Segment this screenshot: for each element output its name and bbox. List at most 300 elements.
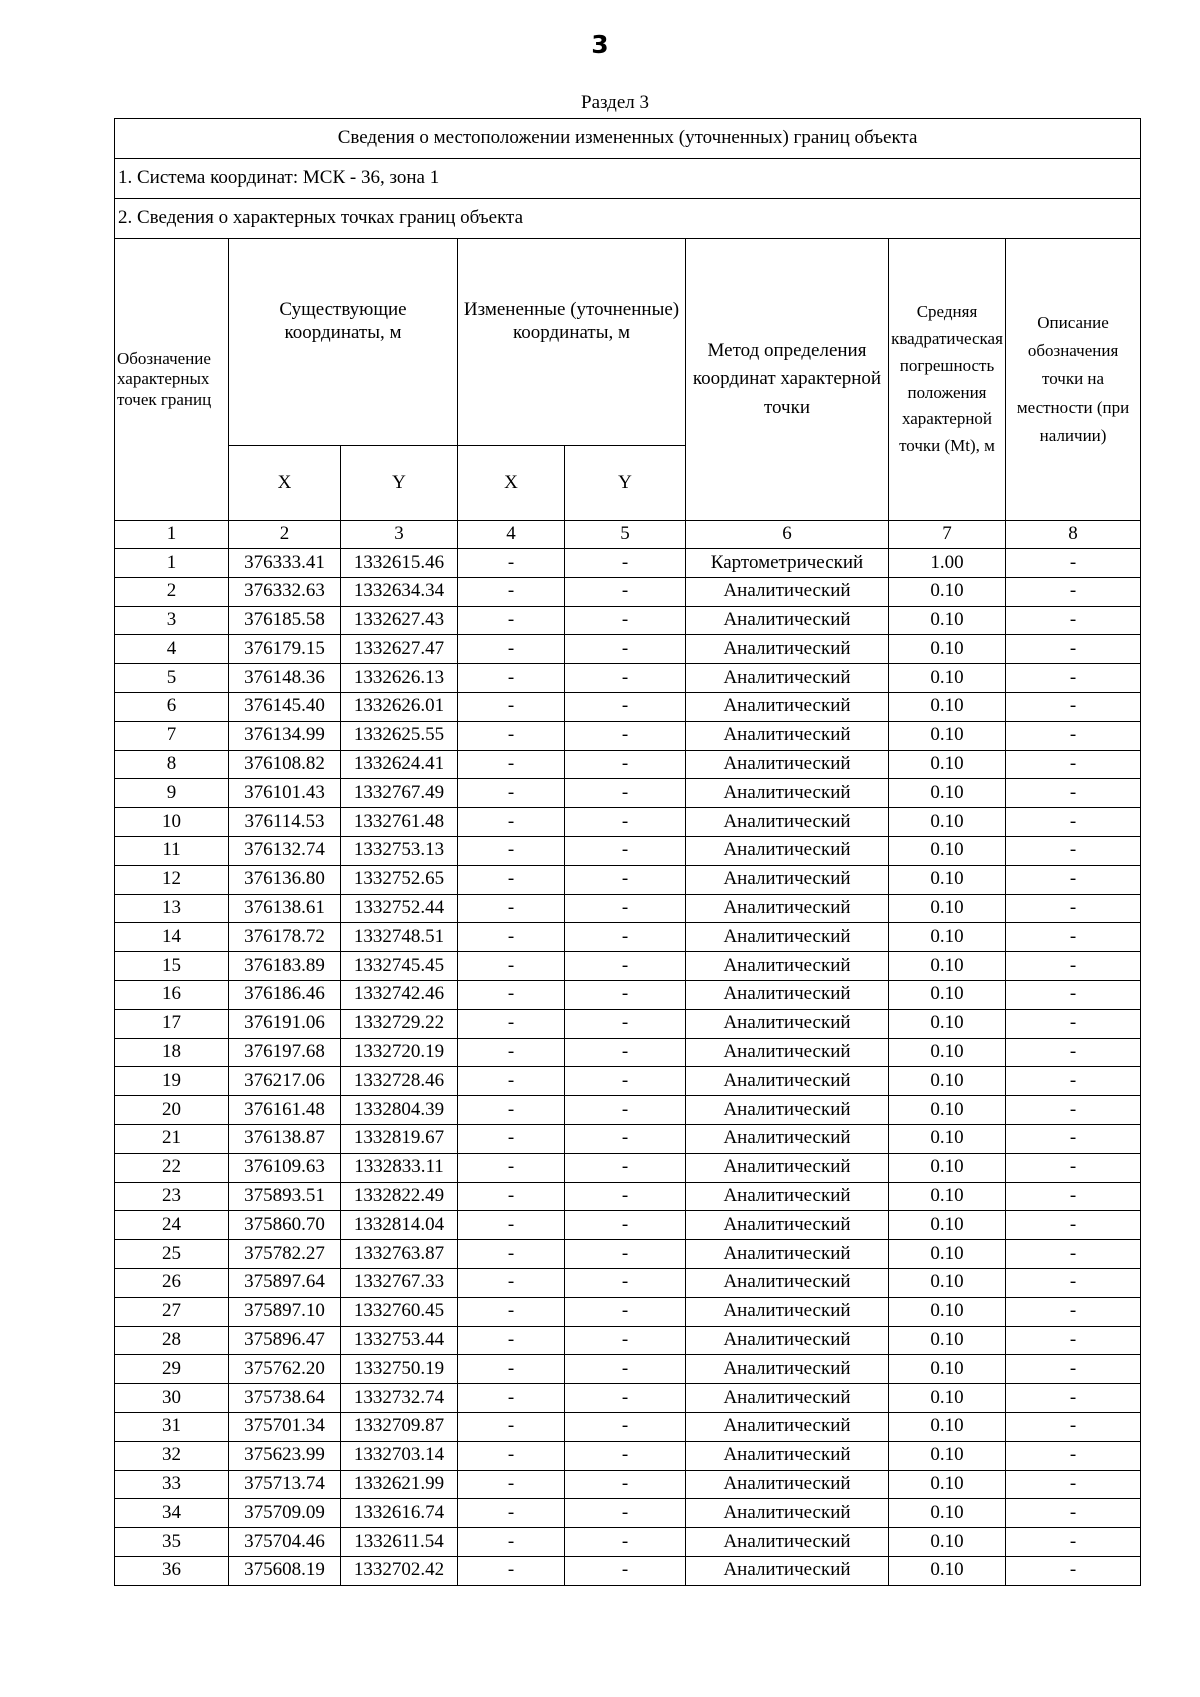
description-cell: - — [1006, 894, 1141, 923]
point-id-cell: 1 — [115, 549, 229, 578]
existing-y-cell: 1332804.39 — [341, 1096, 458, 1125]
changed-x-cell: - — [458, 606, 565, 635]
point-id-cell: 25 — [115, 1240, 229, 1269]
existing-x-cell: 375893.51 — [229, 1182, 341, 1211]
table-row — [115, 664, 1141, 693]
point-id-cell: 13 — [115, 894, 229, 923]
point-id-cell: 30 — [115, 1384, 229, 1413]
point-id-cell: 31 — [115, 1412, 229, 1441]
method-cell: Аналитический — [686, 923, 889, 952]
method-cell: Аналитический — [686, 1067, 889, 1096]
method-cell: Аналитический — [686, 635, 889, 664]
table-row — [115, 1412, 1141, 1441]
method-cell: Аналитический — [686, 1412, 889, 1441]
description-cell: - — [1006, 577, 1141, 606]
existing-x-cell: 376186.46 — [229, 980, 341, 1009]
method-cell: Аналитический — [686, 952, 889, 981]
table-row — [115, 1067, 1141, 1096]
changed-y-cell: - — [565, 1412, 686, 1441]
existing-y-cell: 1332753.13 — [341, 836, 458, 865]
table-row — [115, 1556, 1141, 1585]
mt-cell: 0.10 — [889, 923, 1006, 952]
table-row — [115, 549, 1141, 578]
point-id-cell: 18 — [115, 1038, 229, 1067]
existing-y-cell: 1332709.87 — [341, 1412, 458, 1441]
header-method-label: Метод определения координат характерной точки — [692, 339, 882, 418]
table-row — [115, 1441, 1141, 1470]
existing-y-cell: 1332729.22 — [341, 1009, 458, 1038]
point-id-cell: 3 — [115, 606, 229, 635]
table-row — [115, 692, 1141, 721]
table-row — [115, 1153, 1141, 1182]
changed-y-cell: - — [565, 692, 686, 721]
method-cell: Аналитический — [686, 779, 889, 808]
description-cell: - — [1006, 1499, 1141, 1528]
point-id-cell: 15 — [115, 952, 229, 981]
coord-system: 1. Система координат: МСК - 36, зона 1 — [115, 159, 1141, 199]
method-cell: Аналитический — [686, 1556, 889, 1585]
point-id-cell: 26 — [115, 1268, 229, 1297]
description-cell: - — [1006, 1038, 1141, 1067]
changed-x-cell: - — [458, 779, 565, 808]
mt-cell: 0.10 — [889, 1326, 1006, 1355]
changed-x-cell: - — [458, 1470, 565, 1499]
existing-y-cell: 1332626.13 — [341, 664, 458, 693]
changed-x-cell: - — [458, 980, 565, 1009]
description-cell: - — [1006, 1182, 1141, 1211]
method-cell: Картометрический — [686, 549, 889, 578]
method-cell: Аналитический — [686, 721, 889, 750]
existing-x-cell: 376333.41 — [229, 549, 341, 578]
existing-y-cell: 1332833.11 — [341, 1153, 458, 1182]
mt-cell: 0.10 — [889, 1268, 1006, 1297]
existing-y-cell: 1332728.46 — [341, 1067, 458, 1096]
existing-y-cell: 1332745.45 — [341, 952, 458, 981]
changed-x-cell: - — [458, 808, 565, 837]
existing-x-cell: 375860.70 — [229, 1211, 341, 1240]
existing-y-cell: 1332621.99 — [341, 1470, 458, 1499]
page-number: 3 — [591, 30, 609, 59]
table-row — [115, 1124, 1141, 1153]
changed-x-cell: - — [458, 836, 565, 865]
mt-cell: 0.10 — [889, 1067, 1006, 1096]
boundary-points-table — [114, 118, 1141, 1586]
changed-y-cell: - — [565, 865, 686, 894]
existing-x-cell: 376138.87 — [229, 1124, 341, 1153]
method-cell: Аналитический — [686, 1240, 889, 1269]
existing-x-cell: 376161.48 — [229, 1096, 341, 1125]
existing-y-cell: 1332752.65 — [341, 865, 458, 894]
method-cell: Аналитический — [686, 1499, 889, 1528]
existing-x-cell: 375738.64 — [229, 1384, 341, 1413]
description-cell: - — [1006, 1067, 1141, 1096]
existing-x-cell: 375897.10 — [229, 1297, 341, 1326]
header-existing-y: Y — [341, 446, 458, 521]
table-row — [115, 1182, 1141, 1211]
mt-cell: 0.10 — [889, 635, 1006, 664]
existing-y-cell: 1332742.46 — [341, 980, 458, 1009]
changed-x-cell: - — [458, 1556, 565, 1585]
table-row — [115, 923, 1141, 952]
table-row — [115, 952, 1141, 981]
mt-cell: 0.10 — [889, 750, 1006, 779]
changed-x-cell: - — [458, 721, 565, 750]
existing-x-cell: 376217.06 — [229, 1067, 341, 1096]
table-row — [115, 635, 1141, 664]
header-mt-label: Средняя квадратическая погрешность положения характерной точки (Mt), м — [891, 301, 1003, 456]
description-cell: - — [1006, 606, 1141, 635]
mt-cell: 0.10 — [889, 1096, 1006, 1125]
mt-cell: 0.10 — [889, 894, 1006, 923]
header-description — [1006, 239, 1141, 521]
existing-y-cell: 1332819.67 — [341, 1124, 458, 1153]
existing-x-cell: 376179.15 — [229, 635, 341, 664]
existing-x-cell: 376332.63 — [229, 577, 341, 606]
mt-cell: 0.10 — [889, 980, 1006, 1009]
description-cell: - — [1006, 1355, 1141, 1384]
changed-y-cell: - — [565, 635, 686, 664]
existing-x-cell: 376136.80 — [229, 865, 341, 894]
point-id-cell: 20 — [115, 1096, 229, 1125]
existing-y-cell: 1332822.49 — [341, 1182, 458, 1211]
existing-x-cell: 375762.20 — [229, 1355, 341, 1384]
mt-cell: 0.10 — [889, 865, 1006, 894]
description-cell: - — [1006, 1326, 1141, 1355]
header-method — [686, 239, 889, 521]
header-changed-y: Y — [565, 446, 686, 521]
point-id-cell: 4 — [115, 635, 229, 664]
method-cell: Аналитический — [686, 808, 889, 837]
table-row — [115, 1470, 1141, 1499]
header-changed-label: Измененные (уточненные) координаты, м — [463, 299, 680, 343]
changed-x-cell: - — [458, 1355, 565, 1384]
changed-x-cell: - — [458, 692, 565, 721]
changed-x-cell: - — [458, 1009, 565, 1038]
table-row — [115, 1268, 1141, 1297]
table-row — [115, 1240, 1141, 1269]
mt-cell: 0.10 — [889, 1211, 1006, 1240]
changed-y-cell: - — [565, 952, 686, 981]
changed-y-cell: - — [565, 1182, 686, 1211]
existing-y-cell: 1332615.46 — [341, 549, 458, 578]
existing-y-cell: 1332624.41 — [341, 750, 458, 779]
changed-y-cell: - — [565, 894, 686, 923]
mt-cell: 0.10 — [889, 1441, 1006, 1470]
mt-cell: 0.10 — [889, 1182, 1006, 1211]
changed-y-cell: - — [565, 923, 686, 952]
changed-x-cell: - — [458, 952, 565, 981]
existing-x-cell: 376178.72 — [229, 923, 341, 952]
method-cell: Аналитический — [686, 1153, 889, 1182]
column-number: 8 — [1006, 521, 1141, 549]
changed-x-cell: - — [458, 1528, 565, 1557]
existing-y-cell: 1332767.49 — [341, 779, 458, 808]
column-number: 4 — [458, 521, 565, 549]
description-cell: - — [1006, 1556, 1141, 1585]
point-id-cell: 5 — [115, 664, 229, 693]
column-number: 6 — [686, 521, 889, 549]
point-id-cell: 19 — [115, 1067, 229, 1096]
point-id-cell: 24 — [115, 1211, 229, 1240]
mt-cell: 0.10 — [889, 721, 1006, 750]
existing-y-cell: 1332627.47 — [341, 635, 458, 664]
table-row — [115, 836, 1141, 865]
existing-y-cell: 1332616.74 — [341, 1499, 458, 1528]
changed-y-cell: - — [565, 779, 686, 808]
changed-y-cell: - — [565, 577, 686, 606]
column-number: 2 — [229, 521, 341, 549]
description-cell: - — [1006, 549, 1141, 578]
mt-cell: 0.10 — [889, 1240, 1006, 1269]
changed-x-cell: - — [458, 635, 565, 664]
description-cell: - — [1006, 779, 1141, 808]
changed-x-cell: - — [458, 1326, 565, 1355]
description-cell: - — [1006, 1124, 1141, 1153]
existing-y-cell: 1332611.54 — [341, 1528, 458, 1557]
table-row — [115, 1499, 1141, 1528]
description-cell: - — [1006, 865, 1141, 894]
mt-cell: 0.10 — [889, 1124, 1006, 1153]
header-existing-label: Существующие координаты, м — [279, 299, 407, 343]
description-cell: - — [1006, 923, 1141, 952]
method-cell: Аналитический — [686, 577, 889, 606]
changed-y-cell: - — [565, 1556, 686, 1585]
mt-cell: 0.10 — [889, 1470, 1006, 1499]
description-cell: - — [1006, 1297, 1141, 1326]
table-row — [115, 606, 1141, 635]
mt-cell: 0.10 — [889, 952, 1006, 981]
changed-y-cell: - — [565, 1355, 686, 1384]
existing-x-cell: 376185.58 — [229, 606, 341, 635]
header-existing — [229, 239, 458, 446]
changed-y-cell: - — [565, 1240, 686, 1269]
existing-x-cell: 375623.99 — [229, 1441, 341, 1470]
existing-x-cell: 376148.36 — [229, 664, 341, 693]
column-number: 7 — [889, 521, 1006, 549]
description-cell: - — [1006, 1470, 1141, 1499]
point-id-cell: 28 — [115, 1326, 229, 1355]
header-existing-x: X — [229, 446, 341, 521]
mt-cell: 0.10 — [889, 1499, 1006, 1528]
description-cell: - — [1006, 1412, 1141, 1441]
point-id-cell: 33 — [115, 1470, 229, 1499]
method-cell: Аналитический — [686, 1528, 889, 1557]
method-cell: Аналитический — [686, 836, 889, 865]
existing-y-cell: 1332720.19 — [341, 1038, 458, 1067]
table-row — [115, 1297, 1141, 1326]
description-cell: - — [1006, 1441, 1141, 1470]
description-cell: - — [1006, 1528, 1141, 1557]
method-cell: Аналитический — [686, 1096, 889, 1125]
existing-x-cell: 376191.06 — [229, 1009, 341, 1038]
mt-cell: 0.10 — [889, 808, 1006, 837]
existing-y-cell: 1332627.43 — [341, 606, 458, 635]
method-cell: Аналитический — [686, 1038, 889, 1067]
description-cell: - — [1006, 750, 1141, 779]
table-row — [115, 865, 1141, 894]
existing-y-cell: 1332763.87 — [341, 1240, 458, 1269]
existing-x-cell: 376109.63 — [229, 1153, 341, 1182]
description-cell: - — [1006, 836, 1141, 865]
mt-cell: 0.10 — [889, 779, 1006, 808]
changed-x-cell: - — [458, 1268, 565, 1297]
changed-y-cell: - — [565, 549, 686, 578]
table-title: Сведения о местоположении измененных (уточненных) границ объекта — [115, 119, 1141, 159]
table-row — [115, 980, 1141, 1009]
existing-x-cell: 376183.89 — [229, 952, 341, 981]
header-mt — [889, 239, 1006, 521]
point-id-cell: 10 — [115, 808, 229, 837]
method-cell: Аналитический — [686, 1441, 889, 1470]
point-id-cell: 16 — [115, 980, 229, 1009]
mt-cell: 0.10 — [889, 1038, 1006, 1067]
method-cell: Аналитический — [686, 664, 889, 693]
changed-y-cell: - — [565, 1326, 686, 1355]
table-row — [115, 894, 1141, 923]
table-row — [115, 721, 1141, 750]
changed-y-cell: - — [565, 1297, 686, 1326]
header-changed-x: X — [458, 446, 565, 521]
changed-x-cell: - — [458, 1153, 565, 1182]
method-cell: Аналитический — [686, 980, 889, 1009]
point-id-cell: 29 — [115, 1355, 229, 1384]
description-cell: - — [1006, 1384, 1141, 1413]
mt-cell: 0.10 — [889, 606, 1006, 635]
method-cell: Аналитический — [686, 865, 889, 894]
point-id-cell: 27 — [115, 1297, 229, 1326]
mt-cell: 1.00 — [889, 549, 1006, 578]
changed-x-cell: - — [458, 549, 565, 578]
point-id-cell: 21 — [115, 1124, 229, 1153]
description-cell: - — [1006, 808, 1141, 837]
existing-x-cell: 375608.19 — [229, 1556, 341, 1585]
point-id-cell: 17 — [115, 1009, 229, 1038]
point-id-cell: 34 — [115, 1499, 229, 1528]
changed-x-cell: - — [458, 1297, 565, 1326]
description-cell: - — [1006, 635, 1141, 664]
method-cell: Аналитический — [686, 1470, 889, 1499]
changed-x-cell: - — [458, 1499, 565, 1528]
mt-cell: 0.10 — [889, 1297, 1006, 1326]
changed-x-cell: - — [458, 1124, 565, 1153]
method-cell: Аналитический — [686, 1268, 889, 1297]
existing-y-cell: 1332814.04 — [341, 1211, 458, 1240]
points-header: 2. Сведения о характерных точках границ объекта — [115, 199, 1141, 239]
mt-cell: 0.10 — [889, 664, 1006, 693]
changed-x-cell: - — [458, 865, 565, 894]
changed-x-cell: - — [458, 1211, 565, 1240]
changed-y-cell: - — [565, 1470, 686, 1499]
existing-y-cell: 1332702.42 — [341, 1556, 458, 1585]
mt-cell: 0.10 — [889, 1355, 1006, 1384]
existing-x-cell: 376134.99 — [229, 721, 341, 750]
table-row — [115, 808, 1141, 837]
table-row — [115, 1384, 1141, 1413]
table-row — [115, 750, 1141, 779]
method-cell: Аналитический — [686, 1182, 889, 1211]
method-cell: Аналитический — [686, 692, 889, 721]
existing-x-cell: 375897.64 — [229, 1268, 341, 1297]
changed-y-cell: - — [565, 1096, 686, 1125]
existing-y-cell: 1332625.55 — [341, 721, 458, 750]
changed-y-cell: - — [565, 1441, 686, 1470]
column-number: 1 — [115, 521, 229, 549]
mt-cell: 0.10 — [889, 692, 1006, 721]
changed-x-cell: - — [458, 894, 565, 923]
method-cell: Аналитический — [686, 1124, 889, 1153]
point-id-cell: 12 — [115, 865, 229, 894]
mt-cell: 0.10 — [889, 577, 1006, 606]
changed-y-cell: - — [565, 606, 686, 635]
changed-x-cell: - — [458, 1240, 565, 1269]
changed-y-cell: - — [565, 1067, 686, 1096]
mt-cell: 0.10 — [889, 1384, 1006, 1413]
description-cell: - — [1006, 1268, 1141, 1297]
description-cell: - — [1006, 692, 1141, 721]
existing-x-cell: 376197.68 — [229, 1038, 341, 1067]
point-id-cell: 22 — [115, 1153, 229, 1182]
description-cell: - — [1006, 1211, 1141, 1240]
header-changed — [458, 239, 686, 446]
existing-y-cell: 1332752.44 — [341, 894, 458, 923]
changed-x-cell: - — [458, 1096, 565, 1125]
existing-y-cell: 1332748.51 — [341, 923, 458, 952]
changed-y-cell: - — [565, 1268, 686, 1297]
changed-y-cell: - — [565, 808, 686, 837]
section-title: Раздел 3 — [581, 92, 649, 113]
existing-y-cell: 1332634.34 — [341, 577, 458, 606]
table-row — [115, 1528, 1141, 1557]
description-cell: - — [1006, 1096, 1141, 1125]
method-cell: Аналитический — [686, 1355, 889, 1384]
existing-x-cell: 376114.53 — [229, 808, 341, 837]
changed-y-cell: - — [565, 664, 686, 693]
mt-cell: 0.10 — [889, 1412, 1006, 1441]
changed-x-cell: - — [458, 750, 565, 779]
table-row — [115, 1211, 1141, 1240]
changed-x-cell: - — [458, 577, 565, 606]
changed-x-cell: - — [458, 1182, 565, 1211]
existing-y-cell: 1332626.01 — [341, 692, 458, 721]
changed-x-cell: - — [458, 1067, 565, 1096]
changed-y-cell: - — [565, 721, 686, 750]
method-cell: Аналитический — [686, 750, 889, 779]
mt-cell: 0.10 — [889, 1153, 1006, 1182]
table-row — [115, 1009, 1141, 1038]
table-row — [115, 577, 1141, 606]
changed-y-cell: - — [565, 1384, 686, 1413]
description-cell: - — [1006, 1009, 1141, 1038]
existing-x-cell: 376145.40 — [229, 692, 341, 721]
table-row — [115, 1096, 1141, 1125]
method-cell: Аналитический — [686, 1009, 889, 1038]
existing-x-cell: 376138.61 — [229, 894, 341, 923]
changed-x-cell: - — [458, 1038, 565, 1067]
existing-x-cell: 375896.47 — [229, 1326, 341, 1355]
description-cell: - — [1006, 952, 1141, 981]
point-id-cell: 23 — [115, 1182, 229, 1211]
existing-x-cell: 376101.43 — [229, 779, 341, 808]
existing-x-cell: 375782.27 — [229, 1240, 341, 1269]
table-row — [115, 779, 1141, 808]
point-id-cell: 2 — [115, 577, 229, 606]
table-row — [115, 1355, 1141, 1384]
column-number: 5 — [565, 521, 686, 549]
changed-y-cell: - — [565, 836, 686, 865]
point-id-cell: 6 — [115, 692, 229, 721]
changed-y-cell: - — [565, 1124, 686, 1153]
existing-y-cell: 1332753.44 — [341, 1326, 458, 1355]
